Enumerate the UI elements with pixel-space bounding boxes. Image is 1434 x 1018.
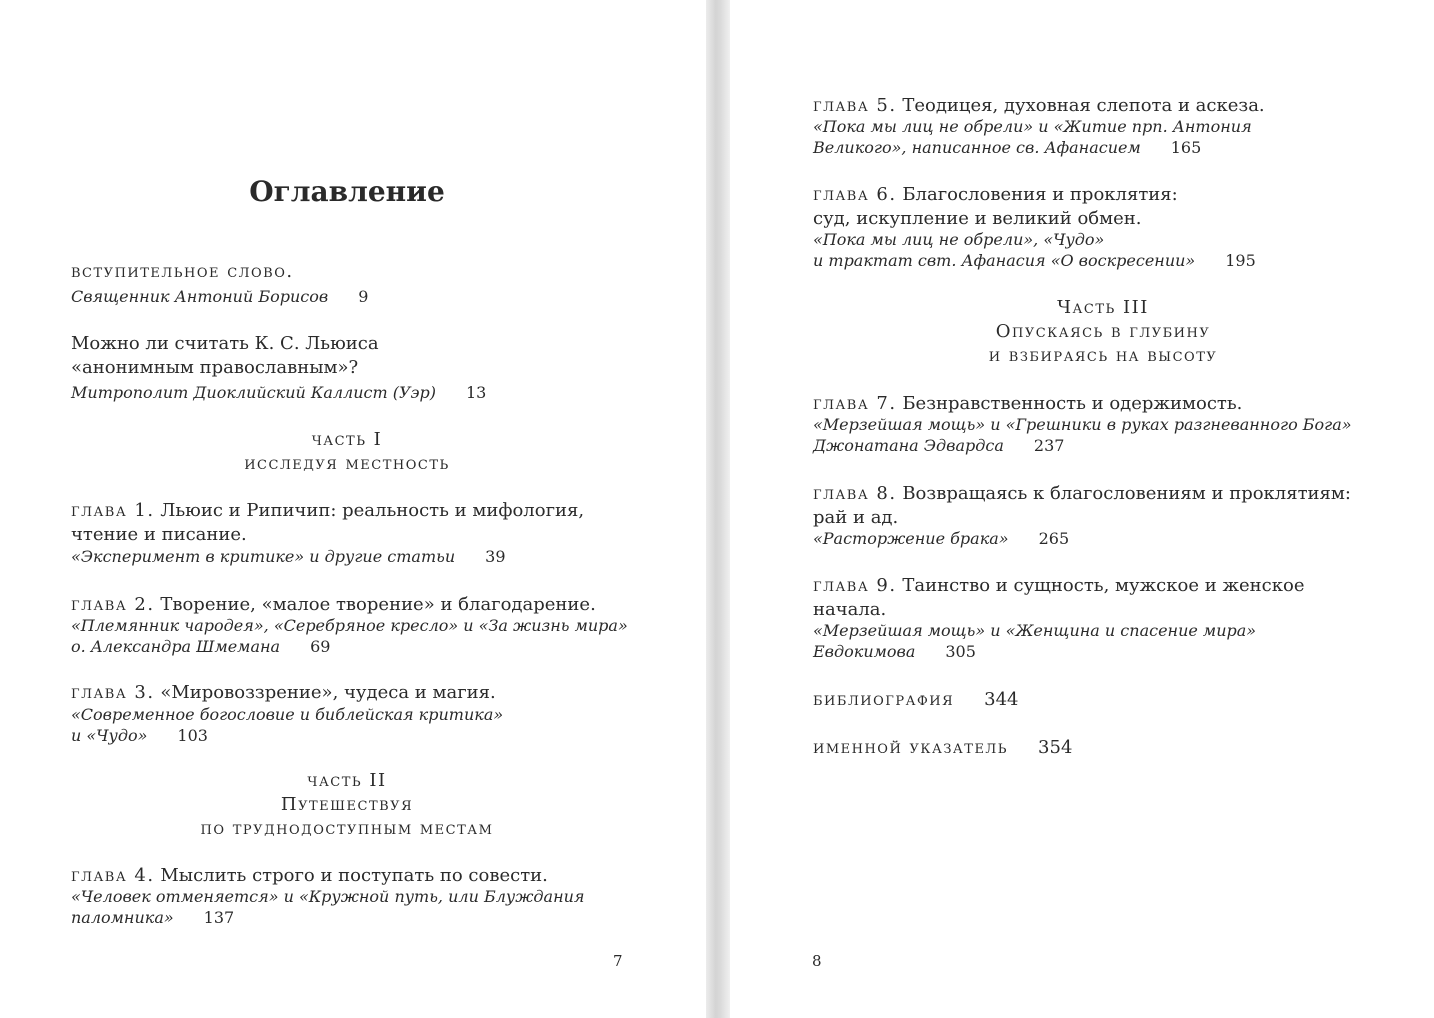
ch1-number: глава 1. (71, 500, 155, 521)
ch7-sub-line2 (813, 435, 1064, 456)
ch8-page: 265 (1038, 529, 1070, 548)
ch5-sub-line1: «Пока мы лиц не обрели» и «Житие прп. Антония (813, 117, 1252, 136)
left-page (0, 0, 706, 1018)
ch9-title-line1 (813, 574, 1304, 598)
book-gutter (706, 0, 730, 1018)
ch3-sources: и «Чудо» (71, 726, 148, 745)
ch7-sources: Джонатана Эдвардса (813, 436, 1004, 455)
ch1-page: 39 (485, 547, 506, 566)
index-page: 354 (1038, 737, 1073, 758)
ch8-title: Возвращаясь к благословениям и проклятиям: (896, 483, 1351, 504)
ch4-number: глава 4. (71, 865, 155, 886)
ch7-number: глава 7. (813, 393, 897, 414)
part2-label: часть II (307, 770, 387, 791)
ch7-title: Безнравственность и одержимость. (896, 393, 1243, 414)
ch2-sub-line2 (71, 636, 330, 657)
ch4-sub-line2 (71, 907, 234, 928)
ch2-number: глава 2. (71, 594, 155, 615)
ch6-sources: и трактат свт. Афанасия «О воскресении» (813, 251, 1196, 270)
index-entry (813, 736, 1072, 760)
ch4-title-line1 (71, 864, 548, 888)
ch6-title-line2: суд, искупление и великий обмен. (813, 208, 1142, 229)
part2-title-line1: Путешествуя (280, 794, 414, 815)
ch9-sub-line1: «Мерзейшая мощь» и «Женщина и спасение мира» (813, 621, 1257, 640)
ch4-page: 137 (203, 908, 235, 927)
ch5-sub-line2 (813, 137, 1201, 158)
essay-author: Митрополит Диоклийский Каллист (Уэр) (71, 383, 436, 402)
ch1-sub-line1 (71, 546, 506, 567)
essay-title-line1: Можно ли считать К. С. Льюиса (71, 333, 379, 354)
index-label: именной указатель (813, 737, 1009, 758)
ch8-sources: «Расторжение брака» (813, 529, 1009, 548)
ch6-title: Благословения и проклятия: (896, 184, 1178, 205)
ch5-title-line1 (813, 94, 1265, 118)
ch9-page: 305 (945, 642, 976, 661)
ch1-sources: «Эксперимент в критике» и другие статьи (71, 547, 456, 566)
part2-title-line2: по труднодоступным местам (200, 818, 494, 839)
ch5-title: Теодицея, духовная слепота и аскеза. (896, 95, 1265, 116)
ch1-title-line1 (71, 499, 584, 523)
ch9-sources: Евдокимова (813, 642, 916, 661)
ch6-number: глава 6. (813, 184, 897, 205)
bibliography-label: библиография (813, 689, 955, 710)
ch3-sub-line2 (71, 725, 208, 746)
ch8-sub-line1 (813, 528, 1069, 549)
ch5-number: глава 5. (813, 95, 897, 116)
part1-title: исследуя местность (244, 453, 450, 474)
bibliography-entry (813, 688, 1018, 712)
part3-title-line1: Опускаясь в глубину (995, 321, 1211, 342)
ch6-title-line1 (813, 183, 1178, 207)
ch3-title: «Мировоззрение», чудеса и магия. (154, 682, 496, 703)
ch7-page: 237 (1033, 436, 1065, 455)
ch7-title-line1 (813, 392, 1242, 416)
intro-heading: вступительное слово. (71, 261, 294, 282)
intro-page: 9 (358, 287, 369, 306)
ch9-sub-line2 (813, 641, 976, 662)
ch2-sources: о. Александра Шмемана (71, 637, 281, 656)
ch9-title-line2: начала. (813, 599, 887, 620)
ch6-page: 195 (1225, 251, 1256, 270)
ch6-sub-line2 (813, 250, 1256, 271)
right-page (730, 0, 1434, 1018)
toc-title: Оглавление (249, 175, 445, 208)
ch9-number: глава 9. (813, 575, 897, 596)
ch3-number: глава 3. (71, 682, 155, 703)
ch3-title-line1 (71, 681, 496, 705)
page-number: 8 (812, 952, 822, 970)
ch3-sub-line1: «Современное богословие и библейская критика» (71, 705, 504, 724)
essay-title-line2: «анонимным православным»? (71, 357, 359, 378)
ch2-title: Творение, «малое творение» и благодарение. (154, 594, 596, 615)
ch8-title-line2: рай и ад. (813, 507, 899, 528)
ch1-title-line2: чтение и писание. (71, 524, 247, 545)
ch7-sub-line1: «Мерзейшая мощь» и «Грешники в руках разгневанного Бога» (813, 415, 1352, 434)
ch4-sources: паломника» (71, 908, 174, 927)
part3-label: Часть III (1057, 297, 1149, 318)
ch2-sub-line1: «Племянник чародея», «Серебряное кресло» и «За жизнь мира» (71, 616, 628, 635)
ch5-page: 165 (1170, 138, 1202, 157)
ch2-page: 69 (310, 637, 331, 656)
part3-title-line2: и взбираясь на высоту (988, 345, 1218, 366)
ch4-sub-line1: «Человек отменяется» и «Кружной путь, или Блуждания (71, 887, 585, 906)
intro-author-line (71, 286, 368, 307)
ch5-sources: Великого», написанное св. Афанасием (813, 138, 1141, 157)
part1-label: часть I (311, 429, 383, 450)
ch9-title: Таинство и сущность, мужское и женское (896, 575, 1305, 596)
ch1-title: Льюис и Рипичип: реальность и мифология, (154, 500, 585, 521)
ch6-sub-line1: «Пока мы лиц не обрели», «Чудо» (813, 230, 1105, 249)
ch4-title: Мыслить строго и поступать по совести. (154, 865, 548, 886)
ch8-title-line1 (813, 482, 1351, 506)
ch2-title-line1 (71, 593, 596, 617)
ch3-page: 103 (177, 726, 208, 745)
essay-page: 13 (466, 383, 487, 402)
bibliography-page: 344 (984, 689, 1019, 710)
essay-author-line (71, 382, 486, 403)
page-number: 7 (613, 952, 623, 970)
intro-author: Священник Антоний Борисов (71, 287, 329, 306)
ch8-number: глава 8. (813, 483, 897, 504)
